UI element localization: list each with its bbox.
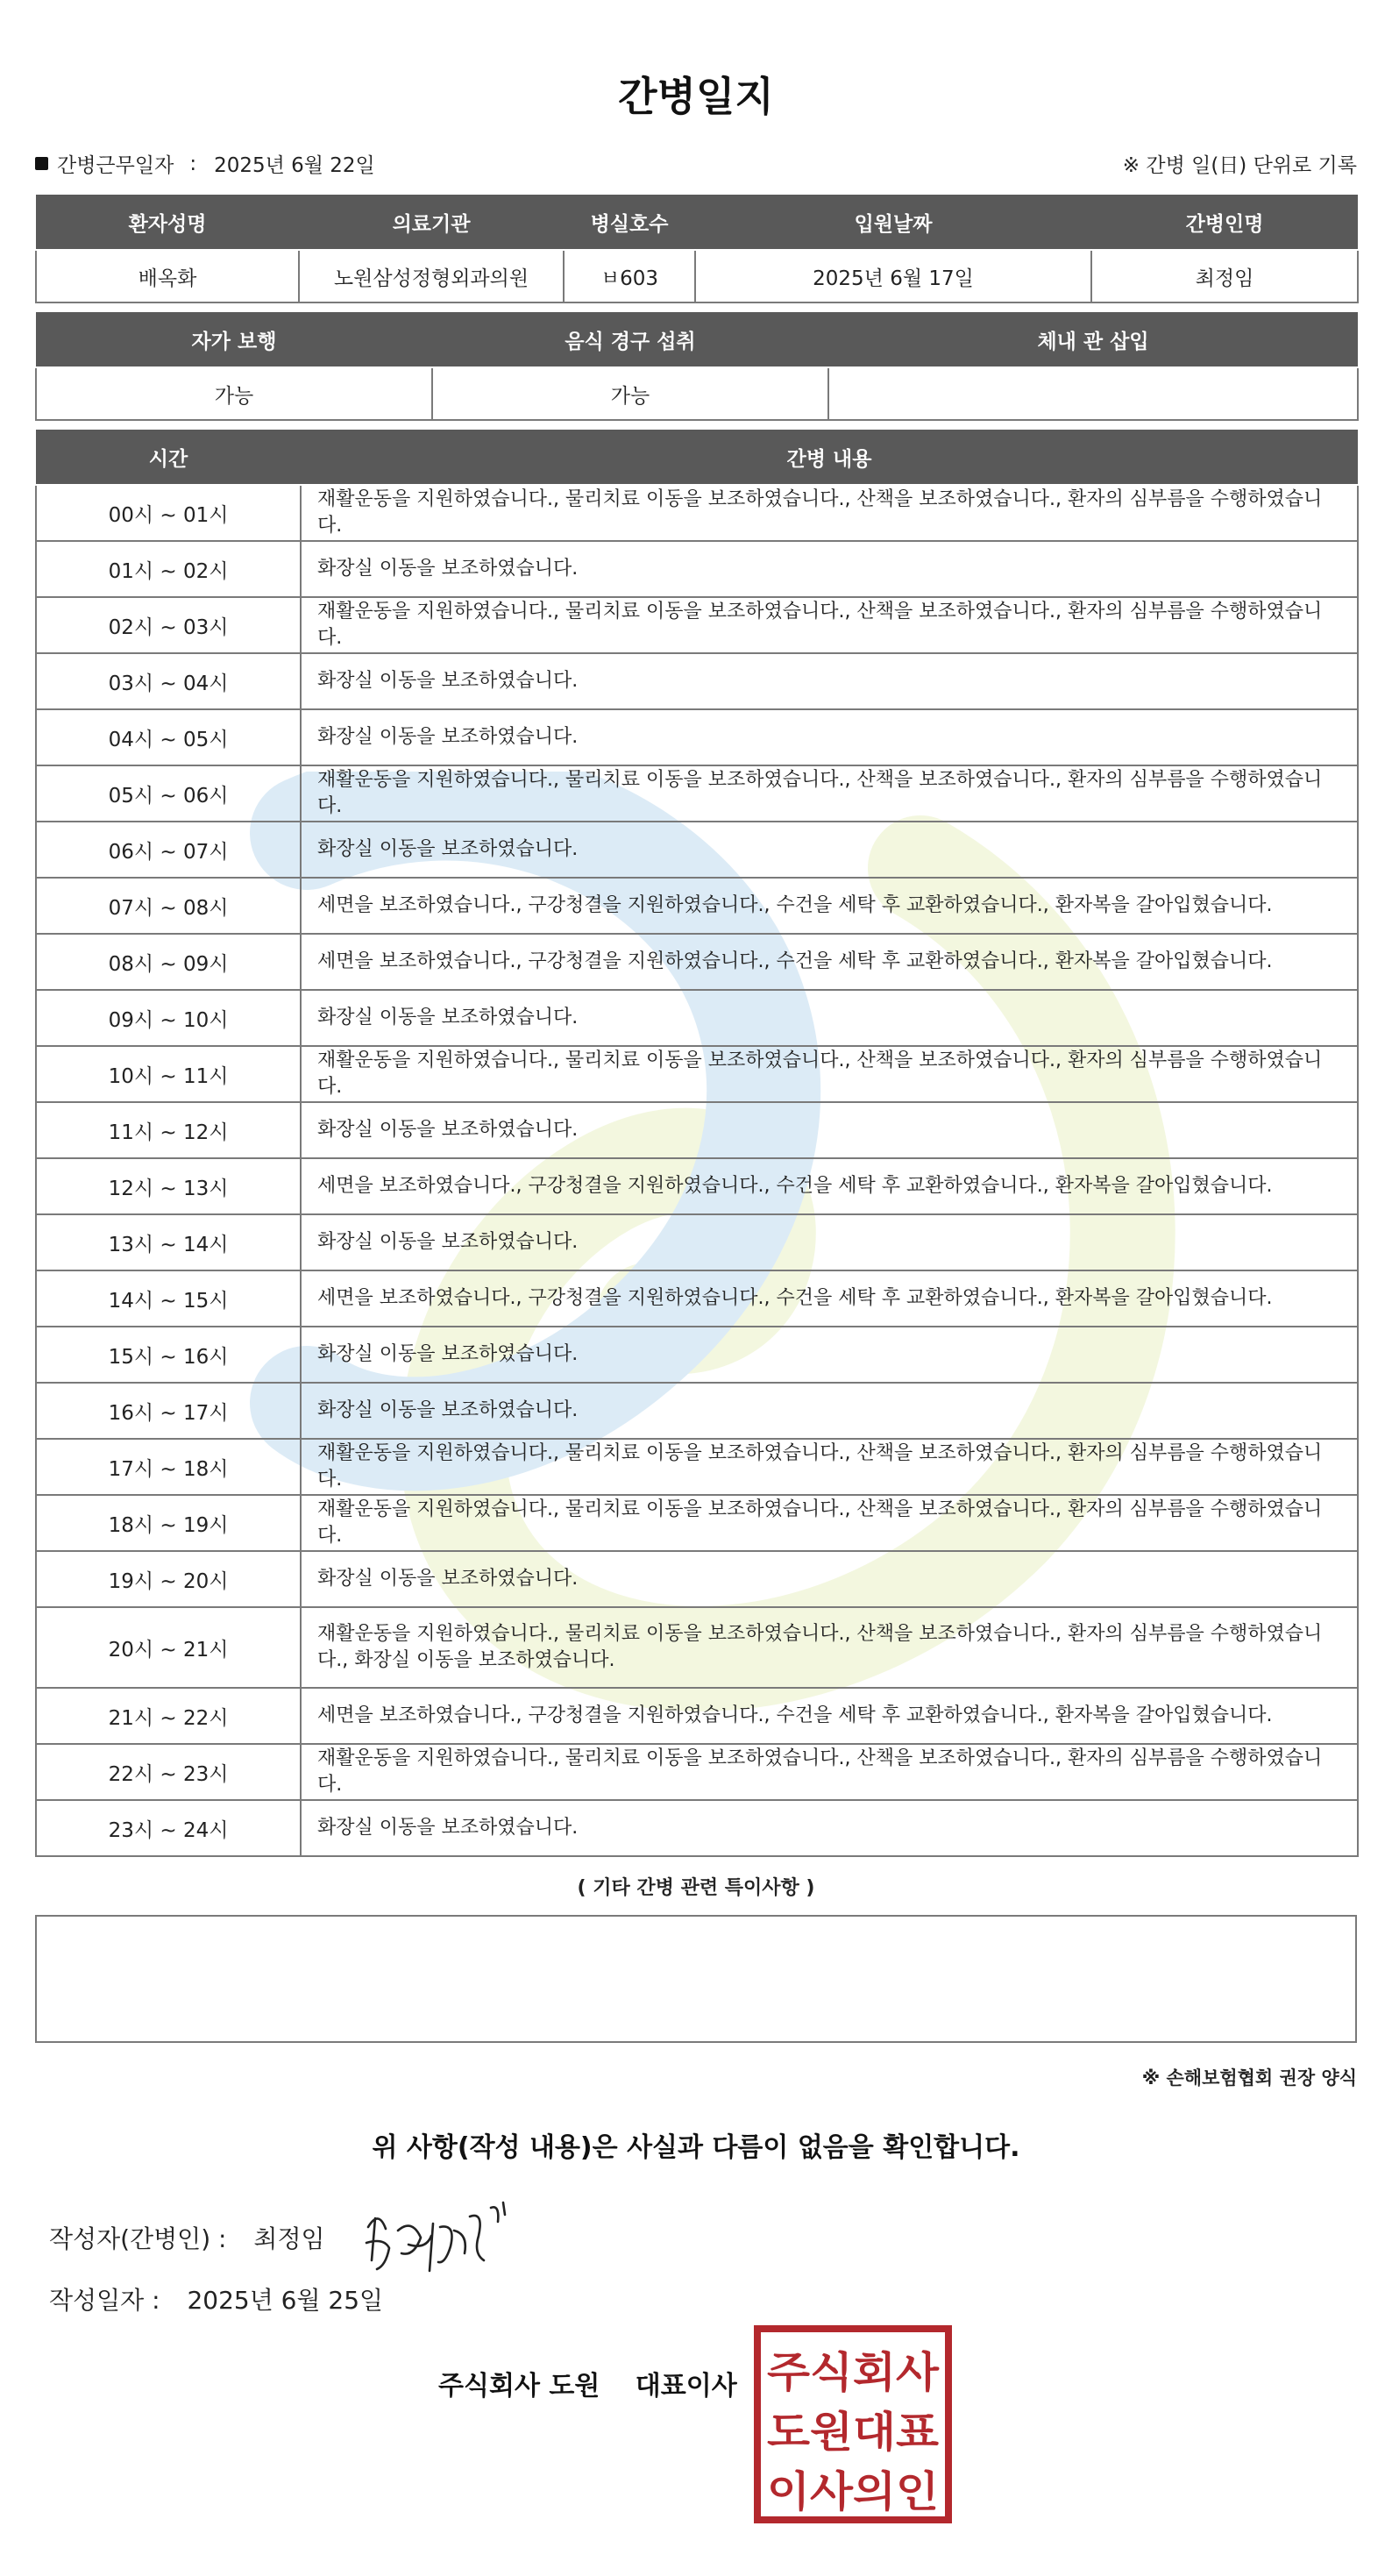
log-row <box>36 709 1358 765</box>
log-row-content: 화장실 이동을 보조하였습니다. <box>301 653 1358 709</box>
patient-info-value-row <box>36 250 1358 302</box>
log-row-time: 08시 ~ 09시 <box>36 934 301 990</box>
log-row-time: 20시 ~ 21시 <box>36 1607 301 1688</box>
header-self-walking: 자가 보행 <box>36 311 432 367</box>
log-row <box>36 1551 1358 1607</box>
company-ceo-title: 대표이사 <box>635 2371 737 2402</box>
hourly-care-log-table <box>35 428 1359 1857</box>
tube-insertion-value <box>828 367 1358 420</box>
patient-info-header-row <box>36 194 1358 250</box>
log-row <box>36 878 1358 934</box>
log-row <box>36 1046 1358 1102</box>
log-row-content: 화장실 이동을 보조하였습니다. <box>301 1800 1358 1856</box>
log-row <box>36 1607 1358 1688</box>
log-row-content: 화장실 이동을 보조하였습니다. <box>301 1383 1358 1439</box>
log-header-row <box>36 429 1358 485</box>
log-row-time: 19시 ~ 20시 <box>36 1551 301 1607</box>
log-row <box>36 653 1358 709</box>
log-row-time: 05시 ~ 06시 <box>36 765 301 822</box>
log-row-content: 화장실 이동을 보조하였습니다. <box>301 1551 1358 1607</box>
header-patient-name: 환자성명 <box>36 194 299 250</box>
log-row-time: 21시 ~ 22시 <box>36 1688 301 1744</box>
company-name: 주식회사 도원 <box>438 2371 600 2402</box>
header-care-content: 간병 내용 <box>301 429 1358 485</box>
header-caregiver-name: 간병인명 <box>1091 194 1358 250</box>
log-row-time: 17시 ~ 18시 <box>36 1439 301 1495</box>
svg-text:이사의인: 이사의인 <box>767 2467 939 2516</box>
log-row-time: 00시 ~ 01시 <box>36 485 301 541</box>
log-row-content: 화장실 이동을 보조하였습니다. <box>301 1214 1358 1270</box>
log-row-time: 09시 ~ 10시 <box>36 990 301 1046</box>
log-row-time: 14시 ~ 15시 <box>36 1270 301 1327</box>
work-date-label: 간병근무일자 <box>57 154 174 177</box>
page-title: 간병일지 <box>618 73 774 120</box>
log-row-content: 재활운동을 지원하였습니다., 물리치료 이동을 보조하였습니다., 산책을 보조하였습니다., 환자의 심부름을 수행하였습니다. <box>301 597 1358 653</box>
log-row <box>36 1158 1358 1214</box>
log-row-content: 화장실 이동을 보조하였습니다. <box>301 1327 1358 1383</box>
log-row-time: 13시 ~ 14시 <box>36 1214 301 1270</box>
log-row <box>36 597 1358 653</box>
log-row-content: 화장실 이동을 보조하였습니다. <box>301 541 1358 597</box>
log-row-time: 02시 ~ 03시 <box>36 597 301 653</box>
patient-info-table <box>35 193 1359 303</box>
work-date-value: 2025년 6월 22일 <box>214 154 375 177</box>
unit-note: ※ 간병 일(日) 단위로 기록 <box>1122 154 1357 177</box>
hospital-value: 노원삼성정형외과의원 <box>299 250 564 302</box>
log-row-content: 세면을 보조하였습니다., 구강청결을 지원하였습니다., 수건을 세탁 후 교환하였습니다., 환자복을 갈아입혔습니다. <box>301 1270 1358 1327</box>
company-seal-stamp <box>754 2325 952 2523</box>
header-admission-date: 입원날짜 <box>695 194 1091 250</box>
log-row-content: 재활운동을 지원하였습니다., 물리치료 이동을 보조하였습니다., 산책을 보조하였습니다., 환자의 심부름을 수행하였습니다. <box>301 1046 1358 1102</box>
log-row <box>36 934 1358 990</box>
log-row-content: 재활운동을 지원하였습니다., 물리치료 이동을 보조하였습니다., 산책을 보조하였습니다., 환자의 심부름을 수행하였습니다. <box>301 765 1358 822</box>
writer-line <box>49 2220 325 2255</box>
log-row-time: 16시 ~ 17시 <box>36 1383 301 1439</box>
header-time: 시간 <box>36 429 301 485</box>
writer-name: 최정임 <box>253 2224 325 2253</box>
log-row-content: 재활운동을 지원하였습니다., 물리치료 이동을 보조하였습니다., 산책을 보조하였습니다., 환자의 심부름을 수행하였습니다. <box>301 1744 1358 1800</box>
log-row-time: 07시 ~ 08시 <box>36 878 301 934</box>
log-row-content: 화장실 이동을 보조하였습니다. <box>301 822 1358 878</box>
written-date-line <box>49 2281 383 2316</box>
log-row <box>36 541 1358 597</box>
written-date-value: 2025년 6월 25일 <box>187 2286 384 2315</box>
log-row <box>36 1214 1358 1270</box>
patient-name-value: 배옥화 <box>36 250 299 302</box>
log-row-content: 세면을 보조하였습니다., 구강청결을 지원하였습니다., 수건을 세탁 후 교환하였습니다., 환자복을 갈아입혔습니다. <box>301 1688 1358 1744</box>
log-row-content: 세면을 보조하였습니다., 구강청결을 지원하였습니다., 수건을 세탁 후 교환하였습니다., 환자복을 갈아입혔습니다. <box>301 934 1358 990</box>
log-row-time: 04시 ~ 05시 <box>36 709 301 765</box>
room-number-value: ㅂ603 <box>564 250 695 302</box>
header-oral-intake: 음식 경구 섭취 <box>432 311 828 367</box>
log-row-time: 23시 ~ 24시 <box>36 1800 301 1856</box>
log-row <box>36 1327 1358 1383</box>
special-notes-label: ( 기타 간병 관련 특이사항 ) <box>577 1877 815 1899</box>
header-room-number: 병실호수 <box>564 194 695 250</box>
log-row-time: 10시 ~ 11시 <box>36 1046 301 1102</box>
svg-text:도원대표: 도원대표 <box>767 2408 940 2457</box>
log-row-content: 화장실 이동을 보조하였습니다. <box>301 1102 1358 1158</box>
log-row-time: 12시 ~ 13시 <box>36 1158 301 1214</box>
log-row-content: 재활운동을 지원하였습니다., 물리치료 이동을 보조하였습니다., 산책을 보조하였습니다., 환자의 심부름을 수행하였습니다. <box>301 485 1358 541</box>
log-row <box>36 1383 1358 1439</box>
log-row-content: 화장실 이동을 보조하였습니다. <box>301 990 1358 1046</box>
oral-intake-value: 가능 <box>432 367 828 420</box>
log-row-time: 18시 ~ 19시 <box>36 1495 301 1551</box>
log-row <box>36 1744 1358 1800</box>
written-date-label: 작성일자 : <box>49 2286 160 2315</box>
log-row-content: 세면을 보조하였습니다., 구강청결을 지원하였습니다., 수건을 세탁 후 교환하였습니다., 환자복을 갈아입혔습니다. <box>301 878 1358 934</box>
special-notes-box <box>35 1915 1357 2043</box>
log-row-time: 22시 ~ 23시 <box>36 1744 301 1800</box>
log-row-content: 재활운동을 지원하였습니다., 물리치료 이동을 보조하였습니다., 산책을 보조하였습니다., 환자의 심부름을 수행하였습니다., 화장실 이동을 보조하였습니다. <box>301 1607 1358 1688</box>
log-row <box>36 485 1358 541</box>
log-row <box>36 1439 1358 1495</box>
form-source-note: ※ 손해보험협회 권장 양식 <box>1141 2067 1357 2089</box>
header-tube-insertion: 체내 관 삽입 <box>828 311 1358 367</box>
svg-text:주식회사: 주식회사 <box>767 2348 940 2397</box>
log-row-content: 세면을 보조하였습니다., 구강청결을 지원하였습니다., 수건을 세탁 후 교환하였습니다., 환자복을 갈아입혔습니다. <box>301 1158 1358 1214</box>
log-row <box>36 1800 1358 1856</box>
log-row-time: 01시 ~ 02시 <box>36 541 301 597</box>
caregiver-name-value: 최정임 <box>1091 250 1358 302</box>
log-row-content: 재활운동을 지원하였습니다., 물리치료 이동을 보조하였습니다., 산책을 보조하였습니다., 환자의 심부름을 수행하였습니다. <box>301 1495 1358 1551</box>
log-row-time: 06시 ~ 07시 <box>36 822 301 878</box>
log-row-time: 03시 ~ 04시 <box>36 653 301 709</box>
log-row <box>36 1495 1358 1551</box>
log-row <box>36 822 1358 878</box>
log-row-content: 재활운동을 지원하였습니다., 물리치료 이동을 보조하였습니다., 산책을 보조하였습니다., 환자의 심부름을 수행하였습니다. <box>301 1439 1358 1495</box>
bullet-square-icon <box>35 157 48 170</box>
log-row <box>36 1270 1358 1327</box>
log-row <box>36 990 1358 1046</box>
company-line <box>438 2364 737 2402</box>
patient-status-table <box>35 310 1359 421</box>
handwritten-signature <box>359 2192 526 2280</box>
self-walking-value: 가능 <box>36 367 432 420</box>
log-row <box>36 1102 1358 1158</box>
log-row <box>36 765 1358 822</box>
work-date-line <box>35 149 375 178</box>
patient-status-header-row <box>36 311 1358 367</box>
work-date-colon: : <box>189 152 197 175</box>
admission-date-value: 2025년 6월 17일 <box>695 250 1091 302</box>
patient-status-value-row <box>36 367 1358 420</box>
writer-label: 작성자(간병인) : <box>49 2224 227 2253</box>
log-row-content: 화장실 이동을 보조하였습니다. <box>301 709 1358 765</box>
confirmation-statement: 위 사항(작성 내용)은 사실과 다름이 없음을 확인합니다. <box>372 2132 1020 2163</box>
log-row <box>36 1688 1358 1744</box>
header-hospital: 의료기관 <box>299 194 564 250</box>
log-row-time: 11시 ~ 12시 <box>36 1102 301 1158</box>
log-row-time: 15시 ~ 16시 <box>36 1327 301 1383</box>
